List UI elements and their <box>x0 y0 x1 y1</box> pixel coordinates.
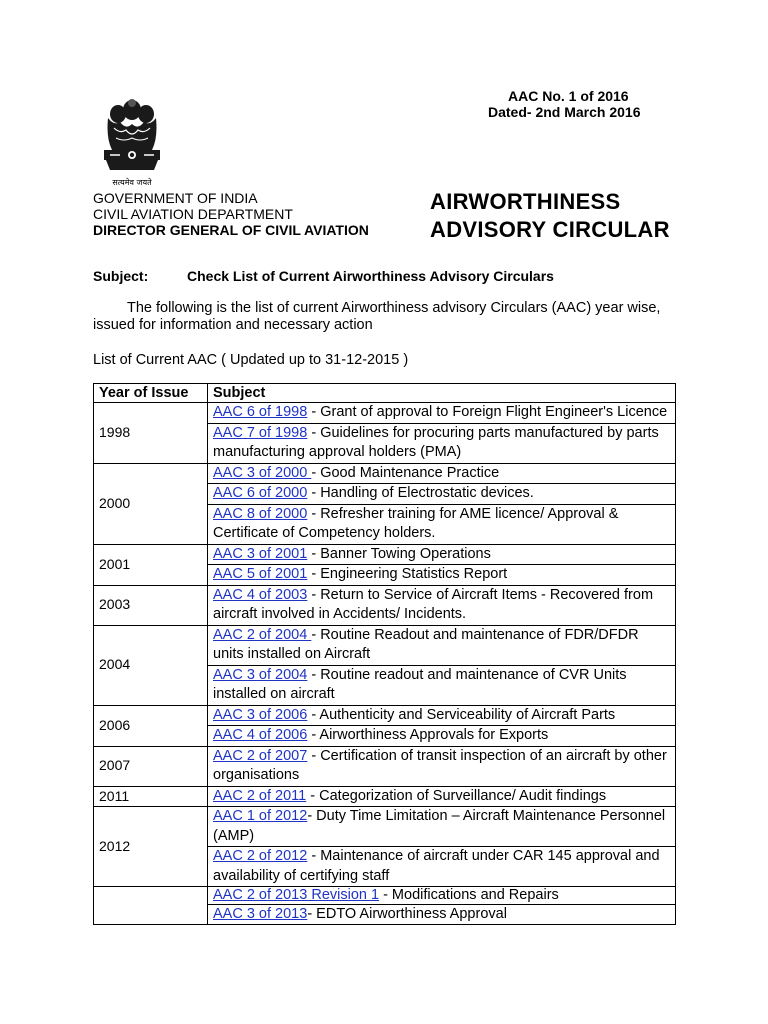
list-heading: List of Current AAC ( Updated up to 31-12-2015 ) <box>93 352 409 368</box>
subject-description: - Duty Time Limitation – Aircraft Maintenance Personnel (AMP) <box>213 808 666 844</box>
subject-description: - Return to Service of Aircraft Items - Recovered from aircraft involved in Accidents/ Incidents. <box>213 586 654 622</box>
year-cell <box>94 887 208 925</box>
year-cell: 2006 <box>94 705 208 746</box>
subject-cell <box>208 423 676 463</box>
subject-description: - Guidelines for procuring parts manufactured by parts manufacturing approval holders (PMA) <box>213 424 659 460</box>
subject-cell <box>208 847 676 887</box>
subject-cell <box>208 463 676 484</box>
circular-date: Dated- 2nd March 2016 <box>488 104 641 120</box>
organization-line-government: GOVERNMENT OF INDIA <box>93 190 258 206</box>
document-title <box>430 188 670 244</box>
ashoka-lion-emblem-icon <box>96 98 168 190</box>
subject-description: - Maintenance of aircraft under CAR 145 approval and availability of certifying staff <box>213 848 660 884</box>
subject-text: Check List of Current Airworthiness Advisory Circulars <box>187 268 554 284</box>
aac-link[interactable]: AAC 6 of 1998 <box>213 404 308 420</box>
subject-description: - EDTO Airworthiness Approval <box>307 906 507 922</box>
organization-block <box>93 190 369 238</box>
aac-link[interactable]: AAC 2 of 2007 <box>213 747 308 764</box>
year-cell: 2000 <box>94 463 208 544</box>
subject-description: - Handling of Electrostatic devices. <box>307 485 534 501</box>
year-cell: 2011 <box>94 786 208 807</box>
subject-label: Subject: <box>93 268 149 284</box>
header-year: Year of Issue <box>94 384 208 403</box>
table-row <box>94 746 676 786</box>
table-row <box>94 625 676 665</box>
subject-description: - Certification of transit inspection of an aircraft by other organisations <box>213 747 667 783</box>
subject-description: - Refresher training for AME licence/ Approval & Certificate of Competency holders. <box>213 505 619 541</box>
subject-cell <box>208 565 676 586</box>
title-line-1: AIRWORTHINESS <box>430 189 621 214</box>
aac-link[interactable]: AAC 3 of 2006 <box>213 706 308 723</box>
table-row <box>94 403 676 424</box>
subject-description: - Good Maintenance Practice <box>311 464 500 481</box>
subject-cell <box>208 625 676 665</box>
subject-cell <box>208 746 676 786</box>
table-header-row <box>94 384 676 403</box>
subject-cell <box>208 585 676 625</box>
aac-link[interactable]: AAC 5 of 2001 <box>213 566 308 582</box>
subject-description: - Airworthiness Approvals for Exports <box>307 727 549 743</box>
subject-cell <box>208 665 676 705</box>
table-row <box>94 786 676 807</box>
subject-description: - Grant of approval to Foreign Flight Engineer's Licence <box>307 404 668 420</box>
aac-link[interactable]: AAC 6 of 2000 <box>213 485 308 501</box>
table-row <box>94 705 676 726</box>
subject-line <box>93 268 554 284</box>
aac-link[interactable]: AAC 2 of 2013 Revision 1 <box>213 887 380 903</box>
title-line-2: ADVISORY CIRCULAR <box>430 217 670 242</box>
aac-link[interactable]: AAC 8 of 2000 <box>213 505 308 522</box>
circular-reference <box>488 88 641 120</box>
subject-cell <box>208 786 676 807</box>
year-cell: 2004 <box>94 625 208 705</box>
subject-description: - Banner Towing Operations <box>307 545 491 562</box>
subject-description: - Modifications and Repairs <box>379 887 559 903</box>
table-row <box>94 544 676 565</box>
subject-description: - Routine Readout and maintenance of FDR/DFDR units installed on Aircraft <box>213 626 639 662</box>
aac-link[interactable]: AAC 1 of 2012 <box>213 808 308 824</box>
organization-line-department: CIVIL AVIATION DEPARTMENT <box>93 206 293 222</box>
subject-description: - Routine readout and maintenance of CVR Units installed on aircraft <box>213 666 627 702</box>
aac-link[interactable]: AAC 7 of 1998 <box>213 424 308 441</box>
aac-link[interactable]: AAC 3 of 2001 <box>213 545 308 562</box>
table-row <box>94 887 676 905</box>
header-subject: Subject <box>208 384 676 403</box>
intro-text: The following is the list of current Airworthiness advisory Circulars (AAC) year wise, issued for information and necessary action <box>93 300 661 333</box>
aac-link[interactable]: AAC 2 of 2011 <box>213 787 307 804</box>
subject-cell <box>208 544 676 565</box>
subject-cell <box>208 705 676 726</box>
subject-cell <box>208 726 676 747</box>
subject-cell <box>208 403 676 424</box>
organization-line-director: DIRECTOR GENERAL OF CIVIL AVIATION <box>93 222 369 238</box>
year-cell: 2012 <box>94 807 208 887</box>
aac-link[interactable]: AAC 2 of 2012 <box>213 848 308 864</box>
aac-link[interactable]: AAC 4 of 2006 <box>213 727 308 743</box>
emblem-motto: सत्यमेव जयते <box>112 178 152 187</box>
table-row <box>94 463 676 484</box>
year-cell: 2007 <box>94 746 208 786</box>
subject-cell <box>208 504 676 544</box>
aac-link[interactable]: AAC 3 of 2004 <box>213 666 308 683</box>
table-row <box>94 807 676 847</box>
aac-link[interactable]: AAC 3 of 2000 <box>213 464 312 481</box>
subject-cell <box>208 905 676 925</box>
table-row <box>94 585 676 625</box>
subject-cell <box>208 887 676 905</box>
year-cell: 2003 <box>94 585 208 625</box>
aac-table <box>93 383 676 925</box>
subject-description: - Engineering Statistics Report <box>307 566 508 582</box>
subject-description: - Authenticity and Serviceability of Aircraft Parts <box>307 706 616 723</box>
year-cell: 2001 <box>94 544 208 585</box>
subject-description: - Categorization of Surveillance/ Audit findings <box>306 787 607 804</box>
circular-number: AAC No. 1 of 2016 <box>508 88 629 104</box>
subject-cell <box>208 807 676 847</box>
intro-paragraph <box>93 300 677 334</box>
aac-link[interactable]: AAC 2 of 2004 <box>213 626 312 643</box>
aac-link[interactable]: AAC 3 of 2013 <box>213 906 308 922</box>
subject-cell <box>208 484 676 505</box>
aac-link[interactable]: AAC 4 of 2003 <box>213 586 308 603</box>
year-cell: 1998 <box>94 403 208 464</box>
